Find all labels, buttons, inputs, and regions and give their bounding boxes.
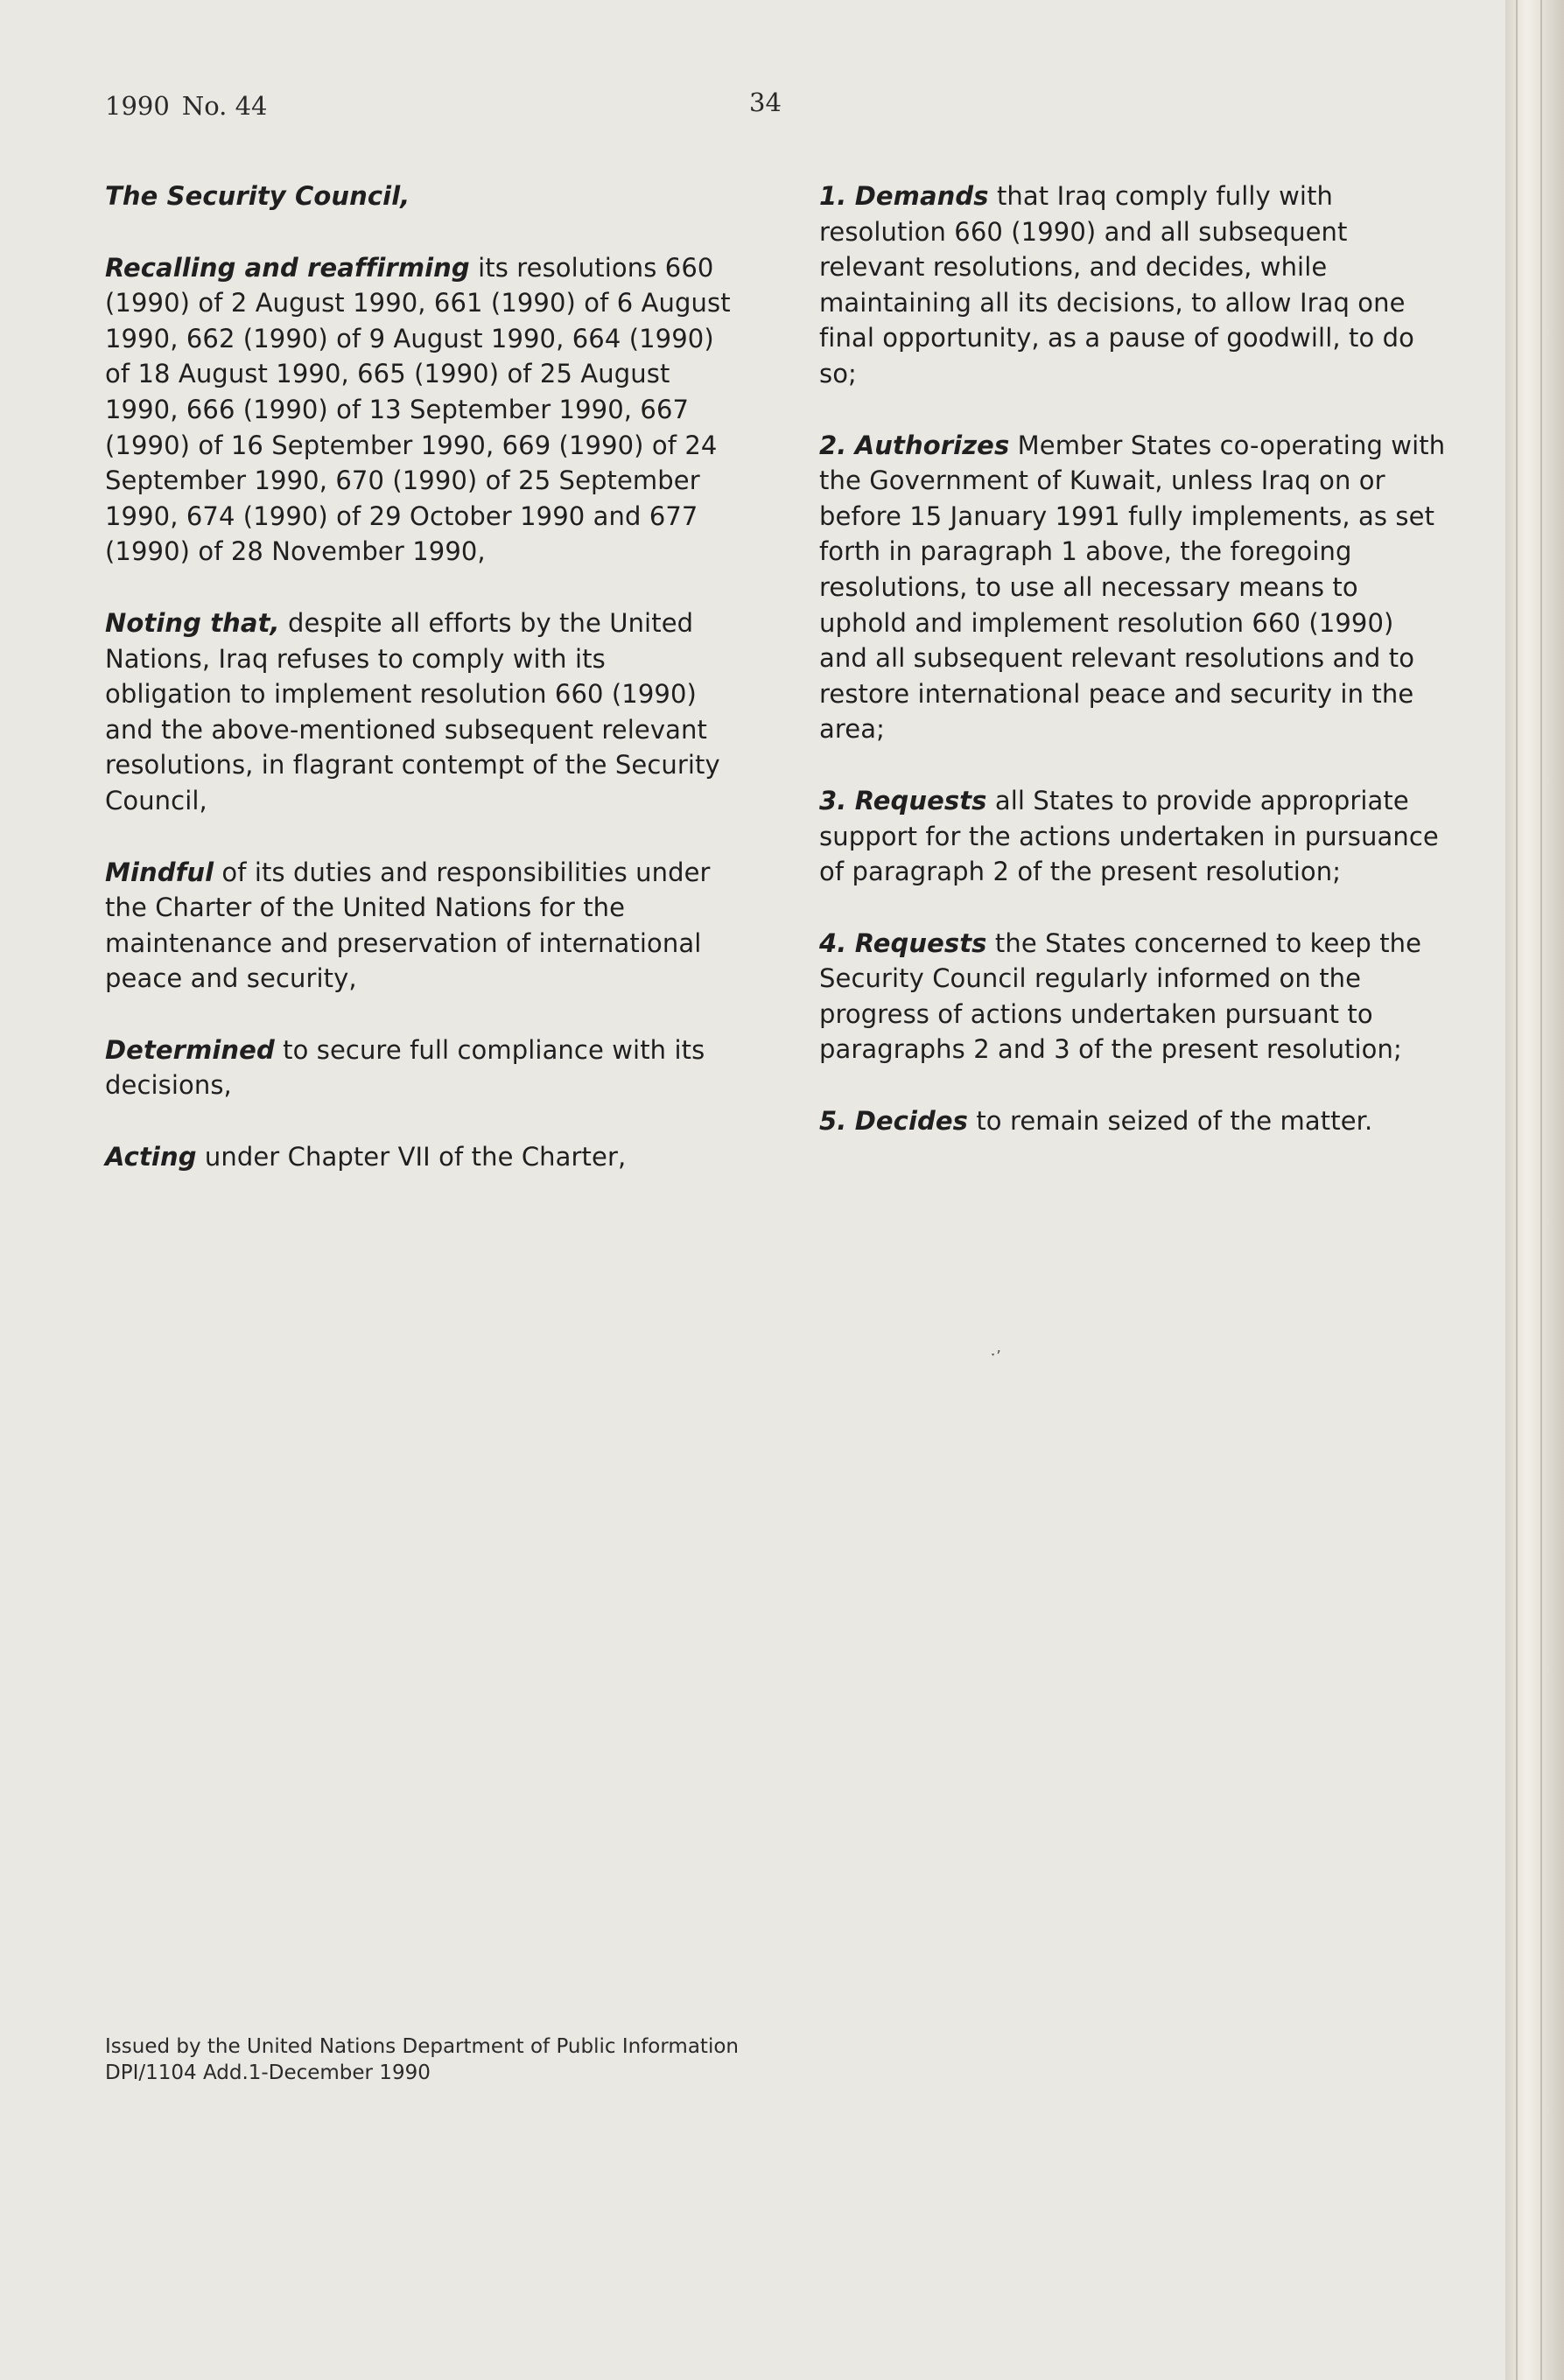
footer-document-code: DPI/1104 Add.1-December 1990: [105, 2062, 431, 2084]
stray-mark: ˑ’: [991, 1348, 1001, 1366]
paragraph-text: to remain seized of the matter.: [968, 1106, 1373, 1137]
footer-issuer: Issued by the United Nations Department of Public Information: [105, 2035, 739, 2058]
page-number: 34: [749, 88, 782, 117]
paragraph-keyword: Recalling and reaffirming: [105, 252, 470, 283]
paragraph-text: that Iraq comply fully with resolution 660 (1990) and all subsequent relevant resolutions, and decides, while maintaining all its decisions, to allow Iraq one final opportunity, as a pause of goodwill, to do so;: [819, 181, 1414, 388]
paragraph-keyword: Requests: [854, 928, 987, 958]
paragraph-keyword: Decides: [854, 1106, 968, 1137]
preamble-paragraph: [105, 250, 735, 570]
paragraph-number: 5.: [819, 1106, 847, 1137]
paragraph-text: of its duties and responsibilities under the Charter of the United Nations for the maintenance and preservation of international peace and security,: [105, 857, 711, 994]
header-number: No. 44: [181, 91, 268, 121]
page-gutter: [1505, 0, 1564, 2380]
paragraph-text: all States to provide appropriate support for the actions undertaken in pursuance of paragraph 2 of the present resolution;: [819, 785, 1439, 887]
right-column: [819, 178, 1449, 1175]
operative-paragraph: [819, 926, 1449, 1068]
gutter-line: [1540, 0, 1542, 2380]
header-year: 1990: [105, 91, 170, 121]
paragraph-keyword: Authorizes: [854, 430, 1010, 460]
preamble-paragraph: [105, 1032, 735, 1103]
paragraph-number: 1.: [819, 181, 847, 211]
left-column: [105, 178, 735, 1211]
paragraph-keyword: Acting: [105, 1142, 197, 1172]
paragraph-text: the States concerned to keep the Security Council regularly informed on the progress of actions undertaken pursuant to paragraphs 2 and 3 of the present resolution;: [819, 928, 1422, 1065]
preamble-paragraph: [105, 606, 735, 819]
preamble-paragraph: [105, 855, 735, 997]
paragraph-keyword: Mindful: [105, 857, 214, 887]
paragraph-text: to secure full compliance with its decisions,: [105, 1034, 705, 1101]
paragraph-keyword: Requests: [854, 785, 987, 816]
operative-paragraph: [819, 178, 1449, 392]
preamble-paragraph: [105, 1139, 735, 1175]
paragraph-text: Member States co-operating with the Government of Kuwait, unless Iraq on or before 15 January 1991 fully implements, as set forth in paragraph 1 above, the foregoing resolutions, to use all necessary means to uphold and implement resolution 660 (1990) and all subsequent relevant resolutions and to restore international peace and security in the area;: [819, 430, 1446, 745]
page-header: [105, 91, 267, 121]
paragraph-keyword: Noting that,: [105, 607, 280, 638]
operative-paragraph: [819, 428, 1449, 747]
preamble-title: The Security Council,: [105, 181, 410, 211]
paragraph-keyword: Demands: [854, 181, 989, 211]
paragraph-text: its resolutions 660 (1990) of 2 August 1990, 661 (1990) of 6 August 1990, 662 (1990) of 9 August 1990, 664 (1990) of 18 August 1990, 665 (1990) of 25 August 1990, 666 (1990) of 13 September 1990, 667 (1990) of 16 September 1990, 669 (1990) of 24 September 1990, 670 (1990) of 25 September 1990, 674 (1990) of 29 October 1990 and 677 (1990) of 28 November 1990,: [105, 252, 731, 567]
footer: [105, 2034, 840, 2086]
paragraph-number: 2.: [819, 430, 847, 460]
paragraph-number: 3.: [819, 785, 847, 816]
paragraph-text: despite all efforts by the United Nations, Iraq refuses to comply with its obligation to implement resolution 660 (1990) and the above-mentioned subsequent relevant resolutions, in flagrant contempt of the Security Council,: [105, 607, 720, 816]
paragraph-number: 4.: [819, 928, 847, 958]
paragraph-text: under Chapter VII of the Charter,: [196, 1142, 627, 1172]
paragraph-keyword: Determined: [105, 1034, 275, 1065]
operative-paragraph: [819, 783, 1449, 890]
gutter-line: [1516, 0, 1518, 2380]
operative-paragraph: [819, 1103, 1449, 1139]
